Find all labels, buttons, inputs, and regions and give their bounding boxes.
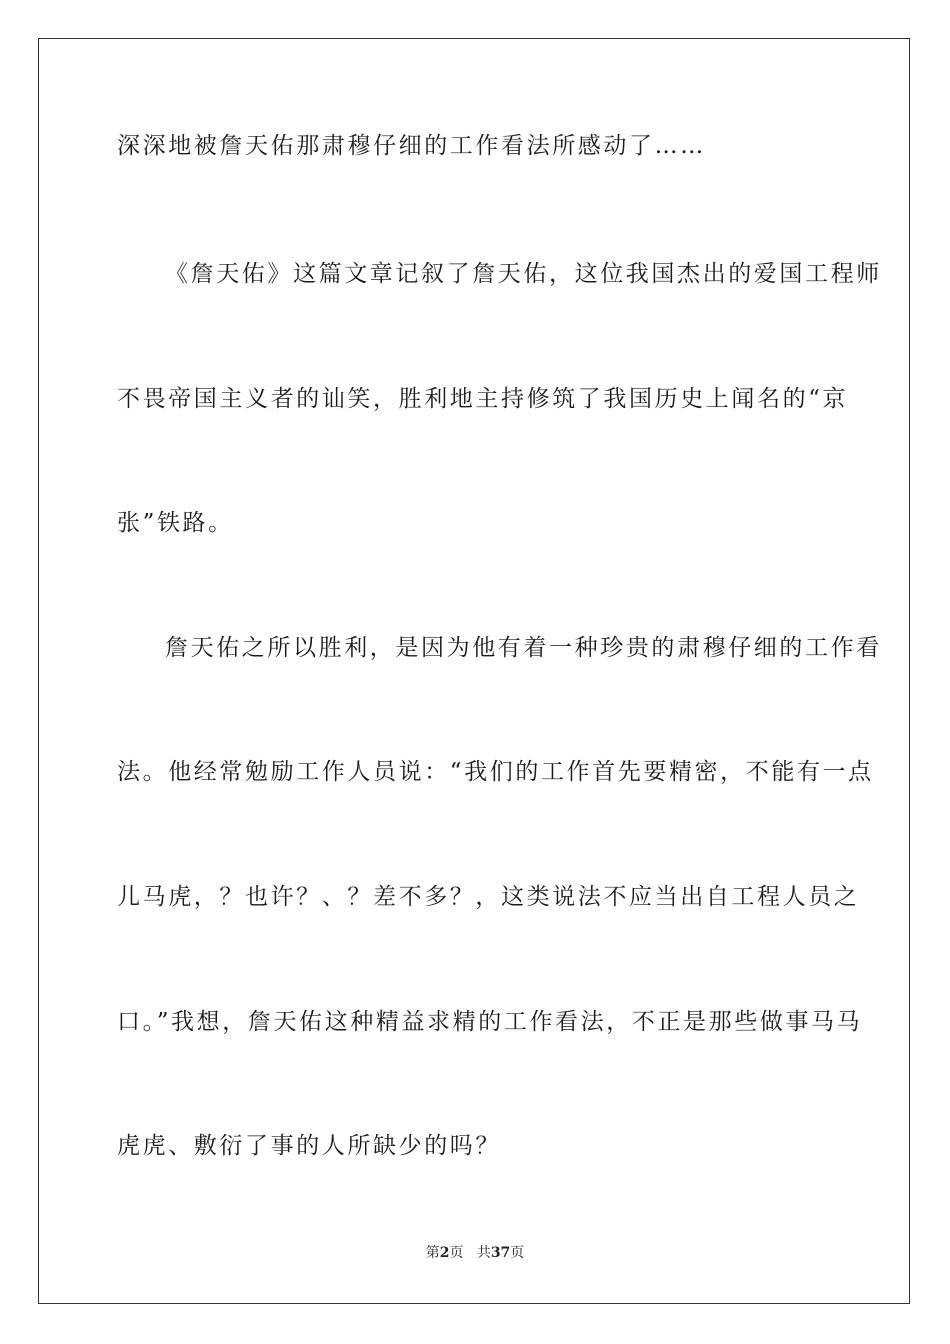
page-suffix: 页 bbox=[449, 1245, 464, 1261]
page-footer bbox=[0, 1244, 950, 1262]
text-line: 不畏帝国主义者的讪笑，胜利地主持修筑了我国历史上闻名的“京 bbox=[117, 386, 849, 412]
page-number: 2 bbox=[439, 1245, 450, 1261]
page-prefix: 第 bbox=[425, 1245, 440, 1261]
total-suffix: 页 bbox=[510, 1245, 525, 1261]
paragraph-first-line: 《詹天佑》这篇文章记叙了詹天佑，这位我国杰出的爱国工程师 bbox=[165, 261, 882, 287]
text-line: 儿马虎，？也许？、？差不多？，这类说法不应当出自工程人员之 bbox=[117, 884, 860, 910]
total-pages: 37 bbox=[490, 1245, 511, 1261]
paragraph-first-line: 詹天佑之所以胜利，是因为他有着一种珍贵的肃穆仔细的工作看 bbox=[165, 635, 882, 661]
total-prefix: 共 bbox=[476, 1245, 491, 1261]
text-line: 虎虎、敷衍了事的人所缺少的吗？ bbox=[117, 1133, 501, 1159]
text-line: 张”铁路。 bbox=[117, 510, 234, 536]
text-line: 深深地被詹天佑那肃穆仔细的工作看法所感动了…… bbox=[117, 133, 706, 159]
text-line: 口。”我想，詹天佑这种精益求精的工作看法，不正是那些做事马马 bbox=[117, 1009, 863, 1035]
page-border bbox=[38, 38, 910, 1304]
text-line: 法。他经常勉励工作人员说：“我们的工作首先要精密，不能有一点 bbox=[117, 759, 874, 785]
